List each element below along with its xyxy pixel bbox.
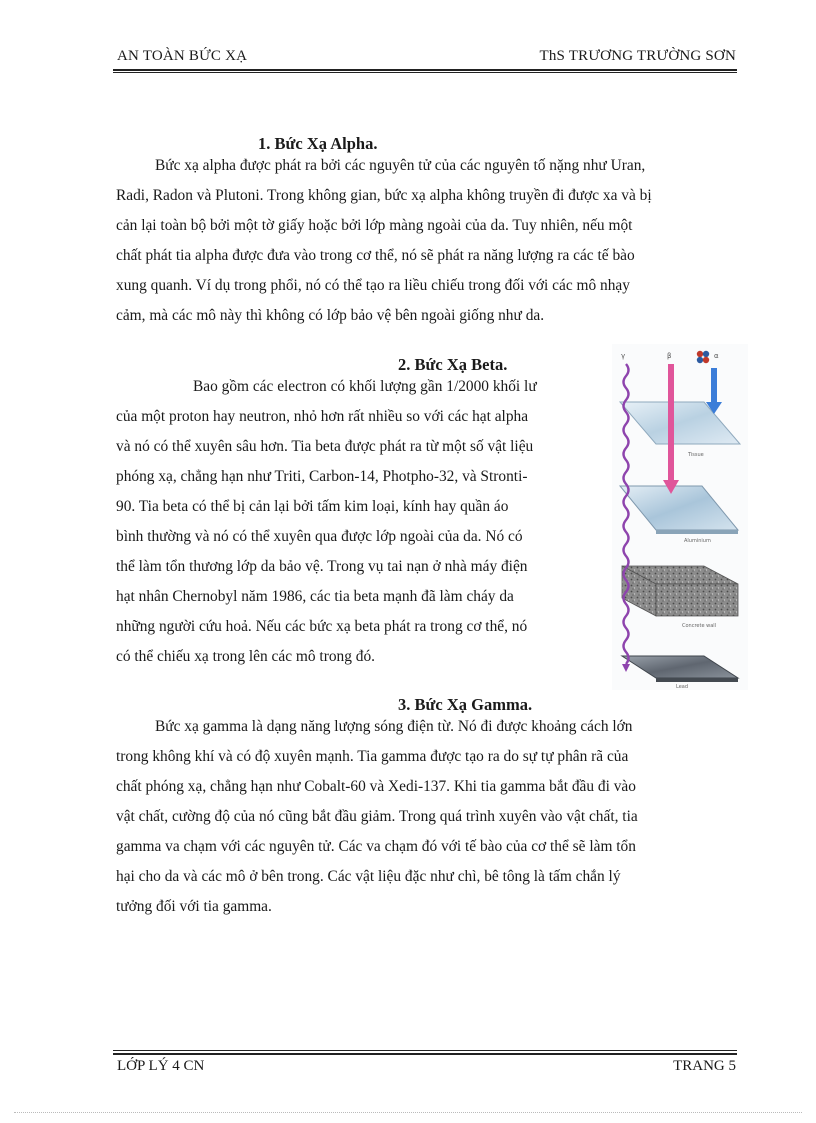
text-line: bình thường và nó có thể xuyên qua được lớp ngoài của da. Nó có (116, 528, 523, 545)
text-line: Radi, Radon và Plutoni. Trong không gian, bức xạ alpha không truyền đi được xa và bị (116, 187, 652, 204)
text-line: chất phát tia alpha được đưa vào trong cơ thể, nó sẽ phát ra năng lượng ra các tế bào (116, 247, 635, 264)
text-line: thể làm tổn thương lớp da bảo vệ. Trong vụ tai nạn ở nhà máy điện (116, 558, 528, 575)
text-line: của một proton hay neutron, nhỏ hơn rất nhiều so với các hạt alpha (116, 408, 529, 425)
header-rule-thin (113, 72, 737, 73)
text-line: và nó có thể xuyên sâu hơn. Tia beta được phát ra từ một số vật liệu (116, 438, 534, 455)
heading-beta: 2. Bức Xạ Beta. (398, 355, 508, 374)
aluminium-label: Aluminium (684, 538, 711, 544)
concrete-label: Concrete wall (682, 623, 717, 629)
page-edge-dotted-line (14, 1112, 802, 1113)
alpha-label: α (714, 352, 719, 360)
text-line: cảm, mà các mô này thì không có lớp bảo vệ bên ngoài giống như da. (116, 307, 545, 324)
gamma-label: γ (621, 352, 626, 360)
text-line: Bức xạ alpha được phát ra bởi các nguyên tử của các nguyên tố nặng như Uran, (155, 157, 646, 174)
paragraph-alpha (116, 151, 738, 331)
paragraph-beta (116, 372, 614, 672)
text-line: Bức xạ gamma là dạng năng lượng sóng điện từ. Nó đi được khoảng cách lớn (155, 718, 633, 735)
heading-alpha: 1. Bức Xạ Alpha. (258, 134, 378, 153)
paragraph-gamma (116, 712, 738, 922)
text-line: cản lại toàn bộ bởi một tờ giấy hoặc bởi lớp màng ngoài của da. Tuy nhiên, nếu một (116, 217, 633, 234)
text-line: những người cứu hoả. Nếu các bức xạ beta phát ra trong cơ thể, nó (116, 618, 528, 635)
text-line: xung quanh. Ví dụ trong phổi, nó có thể tạo ra liều chiếu trong đối với các mô nhạy (116, 277, 630, 294)
footer-rule-thin (113, 1050, 737, 1051)
footer-left: LỚP LÝ 4 CN (117, 1058, 205, 1074)
text-line: 90. Tia beta có thể bị cản lại bởi tấm kim loại, kính hay quần áo (116, 498, 509, 515)
alpha-ray-shaft (711, 368, 717, 404)
beta-label: β (667, 352, 672, 360)
text-line: chất phóng xạ, chẳng hạn như Cobalt-60 và Xedi-137. Khi tia gamma bắt đầu đi vào (116, 778, 636, 795)
text-line: hại cho da và các mô ở bên trong. Các vật liệu đặc như chì, bê tông là tấm chắn lý (116, 868, 621, 885)
lead-label: Lead (676, 684, 689, 690)
heading-gamma: 3. Bức Xạ Gamma. (398, 695, 533, 714)
tissue-label: Tissue (688, 452, 704, 458)
page-number: TRANG 5 (673, 1058, 736, 1074)
text-line: có thể chiếu xạ trong lên các mô trong đó. (116, 648, 375, 665)
header-left: AN TOÀN BỨC XẠ (117, 48, 248, 64)
text-line: vật chất, cường độ của nó cũng bắt đầu giảm. Trong quá trình xuyên vào vật chất, tia (116, 808, 638, 825)
beta-ray-shaft (668, 364, 674, 482)
text-line: tưởng đối với tia gamma. (116, 898, 272, 915)
header-rule (113, 69, 737, 71)
text-line: gamma va chạm với các nguyên tử. Các va chạm đó với tế bào của cơ thể sẽ làm tổn (116, 838, 636, 855)
lead-edge (656, 678, 738, 682)
concrete-wall-layer (656, 584, 738, 616)
header-right: ThS TRƯƠNG TRƯỜNG SƠN (539, 48, 736, 64)
text-line: trong không khí và có độ xuyên mạnh. Tia gamma được tạo ra do sự tự phân rã của (116, 748, 629, 765)
radiation-penetration-figure (612, 344, 748, 690)
aluminium-edge (656, 530, 738, 534)
text-line: Bao gồm các electron có khối lượng gần 1/2000 khối lư (193, 378, 537, 395)
footer-rule (113, 1053, 737, 1055)
text-line: hạt nhân Chernobyl năm 1986, các tia beta mạnh đã làm cháy da (116, 588, 514, 605)
text-line: phóng xạ, chẳng hạn như Triti, Carbon-14, Photpho-32, và Stronti- (116, 468, 528, 485)
